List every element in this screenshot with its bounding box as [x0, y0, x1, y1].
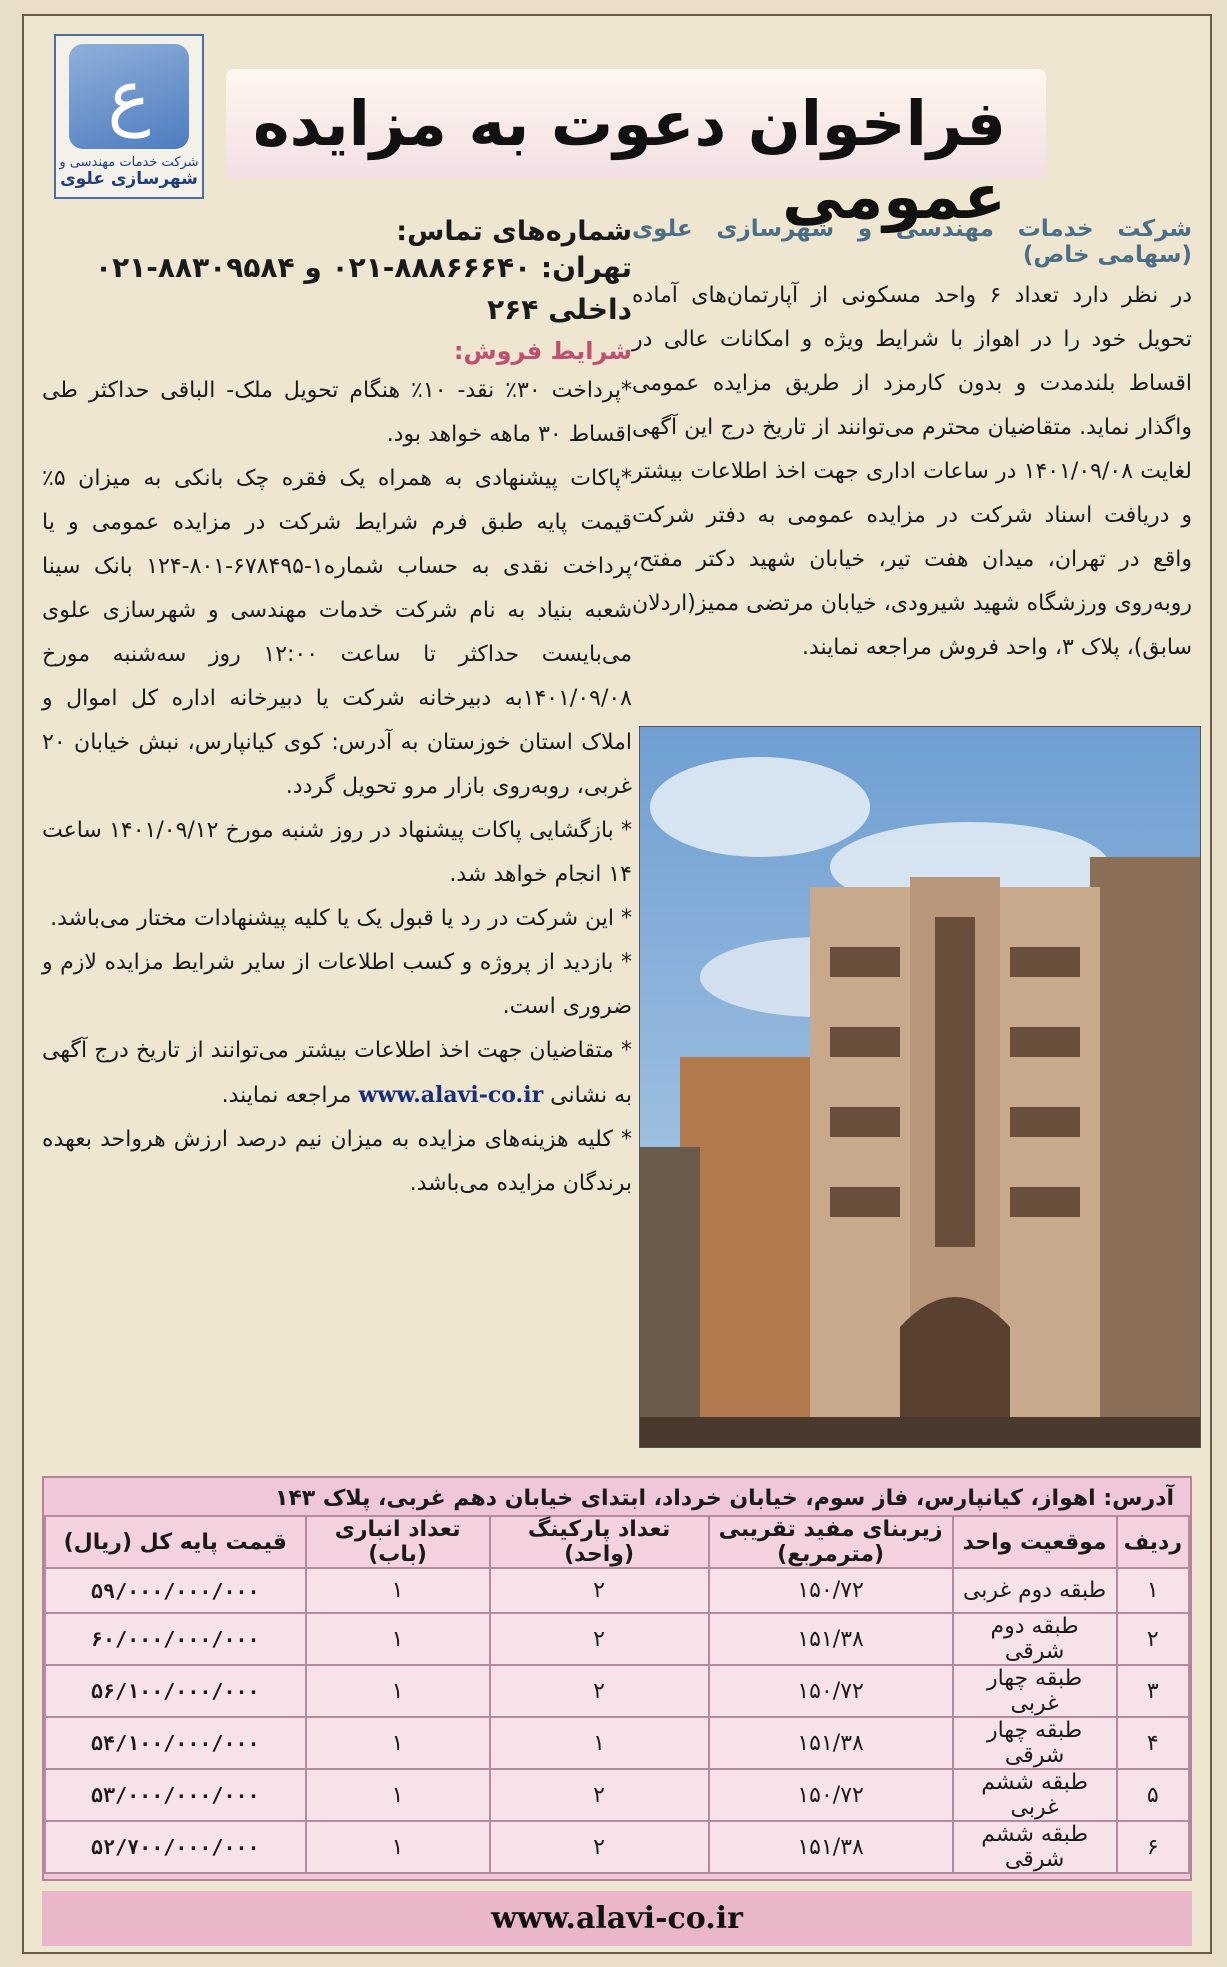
table-row: ۵ طبقه ششم غربی ۱۵۰/۷۲ ۲ ۱ ۵۳/۰۰۰/۰۰۰/۰۰۰	[45, 1769, 1189, 1821]
condition-website: * متقاضیان جهت اخذ اطلاعات بیشتر می‌توانند از تاریخ درج آگهی به نشانی www.alavi-co.ir مراجعه نمایند.	[42, 1038, 632, 1108]
table-row: ۱ طبقه دوم غربی ۱۵۰/۷۲ ۲ ۱ ۵۹/۰۰۰/۰۰۰/۰۰۰	[45, 1568, 1189, 1613]
contact-phones: تهران: ۸۸۸۶۶۶۴۰-۰۲۱ و ۸۸۳۰۹۵۸۴-۰۲۱	[94, 251, 632, 284]
table-header-row	[45, 1516, 1189, 1568]
condition-envelopes: *پاکات پیشنهادی به همراه یک فقره چک بانکی به میزان ۵٪ قیمت پایه طبق فرم شرایط شرکت در مزایده عمومی و یا پرداخت نقدی به حساب شماره۱-۶۷۸۴۹۵-۸۰۱-۱۲۴ بانک سینا شعبه بنیاد به نام شرکت خدمات مهندسی و شهرسازی علوی می‌بایست حداکثر تا ساعت ۱۲:۰۰ روز سه‌شنبه مورخ ۱۴۰۱/۰۹/۰۸به دبیرخانه شرکت یا دبیرخانه اداره کل اموال و املاک استان خوزستان به آدرس: کوی کیانپارس، نبش خیابان ۲۰ غربی، روبه‌روی بازار مرو تحویل گردد.	[42, 466, 632, 799]
condition-costs: * کلیه هزینه‌های مزایده به میزان نیم درصد ارزش هرواحد بعهده برندگان مزایده می‌باشد.	[42, 1127, 632, 1196]
building-photo	[639, 726, 1201, 1448]
units-table-section	[42, 1476, 1192, 1881]
website-link[interactable]: www.alavi-co.ir	[358, 1082, 544, 1108]
column-header: قیمت پایه کل (ریال)	[45, 1516, 306, 1568]
contact-title: شماره‌های تماس:	[396, 216, 632, 247]
contact-extension: داخلی ۲۶۴	[487, 293, 632, 326]
column-header: تعداد انباری (باب)	[306, 1516, 490, 1568]
column-header: موقعیت واحد	[953, 1516, 1117, 1568]
table-row: ۳ طبقه چهار غربی ۱۵۰/۷۲ ۲ ۱ ۵۶/۱۰۰/۰۰۰/۰۰۰	[45, 1665, 1189, 1717]
intro-text: در نظر دارد تعداد ۶ واحد مسکونی از آپارتمان‌های آماده تحویل خود را در اهواز با شرایط ویژه و امکانات عالی در اقساط بلندمدت و بدون کارمزد از طریق مزایده عمومی واگذار نماید. متقاضیان محترم می‌توانند از تاریخ درج این آگهی لغایت ۱۴۰۱/۰۹/۰۸ در ساعات اداری جهت اخذ اطلاعات بیشتر و دریافت اسناد شرکت در مزایده عمومی به دفتر شرکت واقع در تهران، میدان هفت تیر، خیابان شهید دکتر مفتح، روبه‌روی ورزشگاه شهید شیرودی، خیابان مرتضی ممیز(اردلان سابق)، پلاک ۳، واحد فروش مراجعه نمایند.	[632, 283, 1192, 660]
company-name: شرکت خدمات مهندسی و شهرسازی علوی (سهامی خاص)	[632, 216, 1192, 268]
sale-conditions-title: شرایط فروش:	[453, 337, 632, 365]
footer-website-link[interactable]: www.alavi-co.ir	[42, 1891, 1192, 1946]
condition-visit: * بازدید از پروژه و کسب اطلاعات از سایر شرایط مزایده لازم و ضروری است.	[42, 950, 632, 1019]
company-logo	[54, 34, 204, 199]
column-header: زیربنای مفید تقریبی (مترمربع)	[709, 1516, 953, 1568]
condition-rights: * این شرکت در رد یا قبول یک یا کلیه پیشنهادات مختار می‌باشد.	[50, 906, 632, 931]
column-header: ردیف	[1117, 1516, 1189, 1568]
column-header: تعداد پارکینگ (واحد)	[490, 1516, 709, 1568]
table-row: ۴ طبقه چهار شرقی ۱۵۱/۳۸ ۱ ۱ ۵۴/۱۰۰/۰۰۰/۰۰۰	[45, 1717, 1189, 1769]
table-row: ۲ طبقه دوم شرقی ۱۵۱/۳۸ ۲ ۱ ۶۰/۰۰۰/۰۰۰/۰۰۰	[45, 1613, 1189, 1665]
condition-opening: * بازگشایی پاکات پیشنهاد در روز شنبه مورخ ۱۴۰۱/۰۹/۱۲ ساعت ۱۴ انجام خواهد شد.	[42, 818, 632, 887]
logo-caption: شرکت خدمات مهندسی و شهرسازی علوی	[59, 155, 199, 189]
advertisement-page	[22, 14, 1212, 1954]
conditions-section	[42, 216, 632, 1206]
property-address: آدرس: اهواز، کیانپارس، فاز سوم، خیابان خرداد، ابتدای خیابان دهم غربی، پلاک ۱۴۳	[274, 1486, 1174, 1511]
table-row: ۶ طبقه ششم شرقی ۱۵۱/۳۸ ۲ ۱ ۵۲/۷۰۰/۰۰۰/۰۰۰	[45, 1821, 1189, 1873]
logo-mark-icon: ع	[69, 44, 189, 149]
condition-payment: *پرداخت ۳۰٪ نقد- ۱۰٪ هنگام تحویل ملک- الباقی حداکثر طی اقساط ۳۰ ماهه خواهد بود.	[42, 378, 632, 447]
building-illustration	[640, 727, 1200, 1447]
intro-section	[632, 216, 1192, 670]
page-title: فراخوان دعوت به مزایده عمومی	[252, 87, 1006, 233]
units-table	[44, 1515, 1190, 1874]
